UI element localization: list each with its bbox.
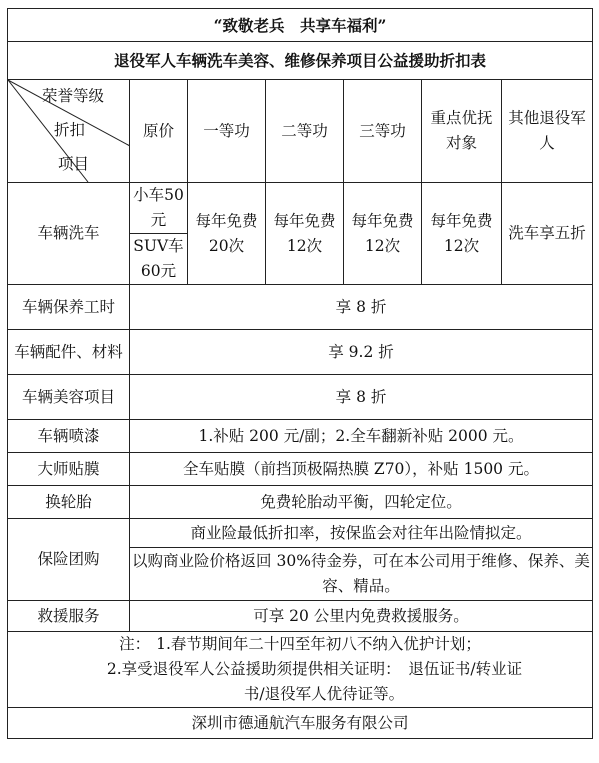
row-label-wash: 车辆洗车 [8, 183, 130, 285]
row-value-paint: 1.补贴 200 元/副；2.全车翻新补贴 2000 元。 [130, 420, 593, 453]
note-1 [10, 632, 590, 657]
row-label-film: 大师贴膜 [8, 453, 130, 486]
insurance-line-2: 以购商业险价格返回 30%待金券，可在本公司用于维修、保养、美容、精品。 [130, 548, 593, 601]
diagonal-header-cell [8, 80, 130, 183]
row-label-paint: 车辆喷漆 [8, 420, 130, 453]
header-item: 项目 [58, 155, 90, 173]
row-value-parts: 享 9.2 折 [130, 330, 593, 375]
row-label-rescue: 救援服务 [8, 601, 130, 632]
company-name: 深圳市德通航汽车服务有限公司 [8, 708, 593, 739]
row-label-parts: 车辆配件、材料 [8, 330, 130, 375]
header-honor-level: 荣誉等级 [42, 87, 105, 105]
note-1-text: 1.春节期间年二十四至年初八不纳入优护计划； [156, 635, 481, 653]
header-discount: 折扣 [54, 121, 86, 139]
note-2a: 2.享受退役军人公益援助须提供相关证明： 退伍证书/转业证 [106, 660, 523, 678]
row-value-film: 全车贴膜（前挡顶极隔热膜 Z70），补贴 1500 元。 [130, 453, 593, 486]
notes [8, 632, 593, 708]
col-third-class: 三等功 [344, 80, 422, 183]
document-title: “致敬老兵 共享车福利” [8, 9, 593, 42]
col-other-veterans: 其他退役军人 [502, 80, 593, 183]
col-second-class: 二等功 [266, 80, 344, 183]
wash-first-class: 每年免费20次 [188, 183, 266, 285]
table-subtitle: 退役军人车辆洗车美容、维修保养项目公益援助折扣表 [8, 42, 593, 80]
row-value-tires: 免费轮胎动平衡，四轮定位。 [130, 486, 593, 519]
price-small-car: 小车50元 [130, 183, 188, 234]
row-label-insurance: 保险团购 [8, 519, 130, 601]
wash-third-class: 每年免费12次 [344, 183, 422, 285]
row-value-beauty: 享 8 折 [130, 375, 593, 420]
col-first-class: 一等功 [188, 80, 266, 183]
row-label-tires: 换轮胎 [8, 486, 130, 519]
row-label-maintenance: 车辆保养工时 [8, 285, 130, 330]
wash-priority: 每年免费12次 [422, 183, 502, 285]
row-value-maintenance: 享 8 折 [130, 285, 593, 330]
col-original-price: 原价 [130, 80, 188, 183]
wash-second-class: 每年免费12次 [266, 183, 344, 285]
row-value-rescue: 可享 20 公里内免费救援服务。 [130, 601, 593, 632]
note-2b: 书/退役军人优待证等。 [243, 685, 405, 703]
insurance-line-1: 商业险最低折扣率，按保监会对往年出险情拟定。 [130, 519, 593, 548]
col-priority: 重点优抚对象 [422, 80, 502, 183]
price-suv: SUV车60元 [130, 234, 188, 285]
wash-other: 洗车享五折 [502, 183, 593, 285]
note-prefix: 注： [119, 635, 151, 653]
discount-table [7, 8, 593, 739]
row-label-beauty: 车辆美容项目 [8, 375, 130, 420]
